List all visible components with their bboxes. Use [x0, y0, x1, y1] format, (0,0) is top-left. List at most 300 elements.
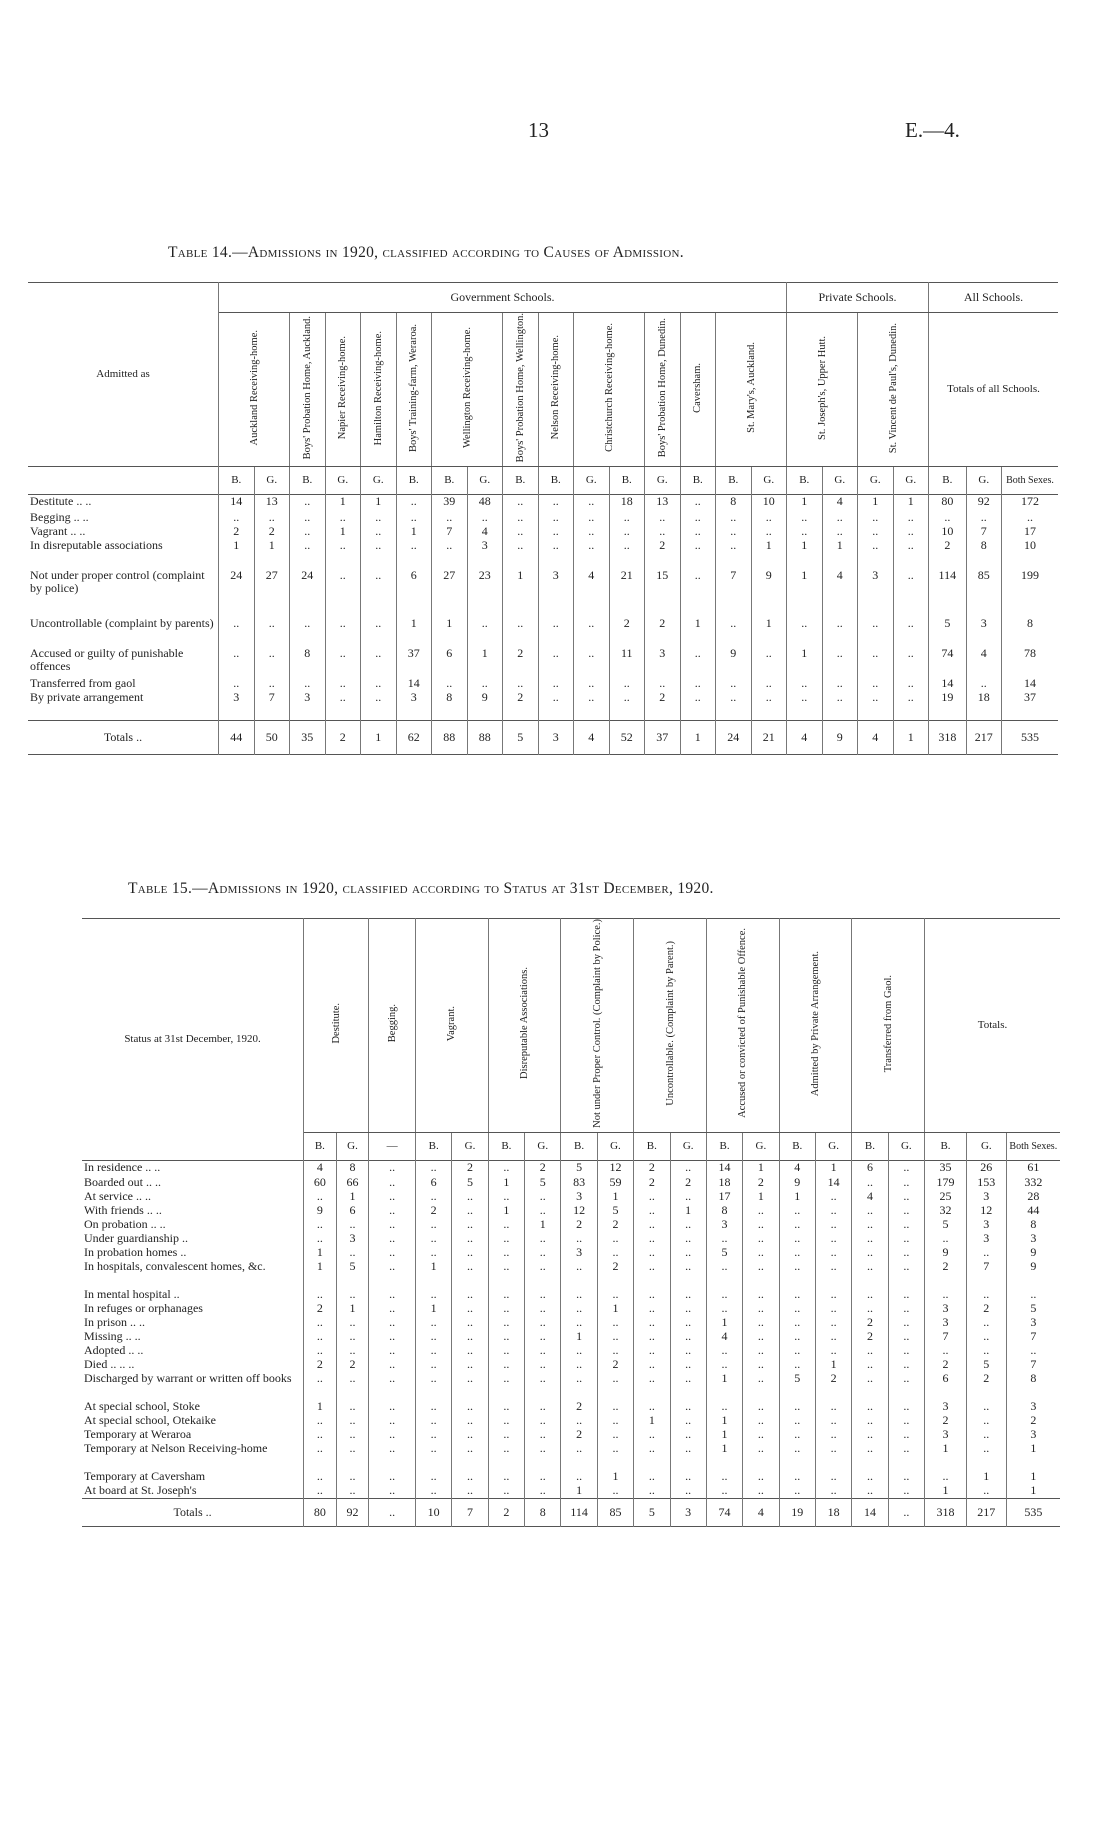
- sex-subheader: B.: [706, 1132, 742, 1160]
- cell-value: 3: [966, 1232, 1006, 1246]
- row-label: By private arrangement: [28, 691, 219, 721]
- sex-subheader: B.: [716, 467, 752, 495]
- cell-value: 2: [852, 1330, 888, 1344]
- table-row: [28, 647, 1058, 677]
- table-row: [82, 1190, 1060, 1204]
- cell-value: ..: [680, 511, 716, 525]
- cell-value: ..: [452, 1302, 488, 1316]
- cell-value: ..: [743, 1358, 779, 1372]
- cell-value: ..: [361, 647, 397, 677]
- totals-row: [28, 721, 1058, 755]
- cell-value: ..: [304, 1316, 337, 1330]
- cell-value: ..: [361, 511, 397, 525]
- cell-value: ..: [779, 1442, 815, 1470]
- row-label: In probation homes ..: [82, 1246, 304, 1260]
- cell-value: 2: [597, 1260, 633, 1288]
- cell-value: ..: [787, 691, 823, 721]
- cell-value: ..: [634, 1288, 670, 1302]
- cell-value: ..: [670, 1358, 706, 1372]
- cell-value: ..: [852, 1470, 888, 1484]
- cell-value: 1: [325, 495, 361, 511]
- cell-value: ..: [645, 677, 681, 691]
- cell-value: ..: [415, 1400, 451, 1414]
- cell-value: ..: [815, 1414, 851, 1428]
- cell-value: ..: [561, 1414, 597, 1428]
- cell-value: ..: [888, 1400, 924, 1414]
- cell-value: ..: [488, 1232, 524, 1246]
- sex-subheader: B.: [415, 1132, 451, 1160]
- table-row: [82, 1204, 1060, 1218]
- cell-value: ..: [634, 1246, 670, 1260]
- cell-value: 8: [706, 1204, 742, 1218]
- cell-value: ..: [369, 1358, 416, 1372]
- cell-value: ..: [361, 569, 397, 617]
- cell-value: ..: [779, 1428, 815, 1442]
- cell-value: 2: [634, 1176, 670, 1190]
- sex-subheader: B.: [396, 467, 432, 495]
- cell-value: ..: [716, 677, 752, 691]
- cell-value: 1: [858, 495, 894, 511]
- cell-value: 5: [929, 617, 967, 647]
- cell-value: 5: [336, 1260, 369, 1288]
- table14: [28, 282, 1058, 755]
- cell-value: 3: [538, 569, 574, 617]
- cell-value: ..: [361, 539, 397, 569]
- cell-value: ..: [852, 1400, 888, 1414]
- total-value: 5: [634, 1498, 670, 1526]
- cell-value: ..: [304, 1442, 337, 1470]
- cell-value: ..: [743, 1302, 779, 1316]
- cell-value: ..: [815, 1204, 851, 1218]
- cell-value: 5: [966, 1358, 1006, 1372]
- table-row: [28, 511, 1058, 525]
- cell-value: ..: [680, 677, 716, 691]
- row-label: Adopted .. ..: [82, 1344, 304, 1358]
- cell-value: ..: [325, 647, 361, 677]
- row-label: Under guardianship ..: [82, 1232, 304, 1246]
- cell-value: ..: [670, 1260, 706, 1288]
- cell-value: ..: [966, 1442, 1006, 1470]
- cell-value: 26: [966, 1160, 1006, 1176]
- cell-value: 1: [966, 1470, 1006, 1484]
- cell-value: 1: [396, 525, 432, 539]
- cell-value: ..: [815, 1316, 851, 1330]
- cell-value: ..: [503, 677, 539, 691]
- cell-value: ..: [415, 1372, 451, 1400]
- cell-value: ..: [815, 1288, 851, 1302]
- cell-value: ..: [525, 1246, 561, 1260]
- cell-value: ..: [888, 1316, 924, 1330]
- cell-value: ..: [966, 511, 1001, 525]
- table-row: [82, 1260, 1060, 1288]
- cell-value: 61: [1027, 1159, 1040, 1174]
- school-name: Hamilton Receiving-home.: [372, 330, 384, 445]
- cell-value: 24: [219, 569, 255, 617]
- sex-subheader: B.: [290, 467, 326, 495]
- cell-value: 2: [254, 525, 290, 539]
- cell-value: 5: [561, 1160, 597, 1176]
- total-value: 3: [670, 1498, 706, 1526]
- cell-value: ..: [452, 1246, 488, 1260]
- cell-value: 5: [452, 1176, 488, 1190]
- cell-value: ..: [369, 1288, 416, 1302]
- cell-value: ..: [369, 1260, 416, 1288]
- cell-value: 3: [925, 1428, 967, 1442]
- cell-value: ..: [597, 1246, 633, 1260]
- cell-value: 3: [966, 1218, 1006, 1232]
- cell-value: ..: [336, 1400, 369, 1414]
- cell-value: ..: [304, 1484, 337, 1498]
- cell-value: 37: [396, 647, 432, 677]
- cell-value: ..: [888, 1330, 924, 1344]
- cell-value: ..: [822, 617, 858, 647]
- cell-value: 2: [609, 617, 645, 647]
- cell-value: ..: [561, 1442, 597, 1470]
- cell-value: 8: [336, 1160, 369, 1176]
- cell-value: ..: [716, 525, 752, 539]
- private-schools-header: Private Schools.: [787, 283, 929, 313]
- cell-value: 6: [852, 1160, 888, 1176]
- cell-value: ..: [751, 677, 787, 691]
- cell-value: 59: [597, 1176, 633, 1190]
- cell-value: ..: [369, 1204, 416, 1218]
- cell-value: ..: [716, 539, 752, 569]
- cell-value: 172: [1020, 494, 1039, 509]
- cell-value: ..: [415, 1484, 451, 1498]
- cell-value: ..: [488, 1316, 524, 1330]
- cell-value: ..: [415, 1358, 451, 1372]
- cell-value: ..: [634, 1442, 670, 1470]
- row-label: At board at St. Joseph's: [82, 1484, 304, 1498]
- cell-value: 48: [467, 495, 503, 511]
- row-label: In hospitals, convalescent homes, &c.: [82, 1260, 304, 1288]
- cell-value: ..: [858, 617, 894, 647]
- cell-value: ..: [634, 1330, 670, 1344]
- cell-value: ..: [779, 1484, 815, 1498]
- cell-value: ..: [415, 1316, 451, 1330]
- total-value: 44: [219, 721, 255, 755]
- cell-value: ..: [929, 511, 967, 525]
- cell-value: ..: [525, 1330, 561, 1344]
- cell-value: ..: [888, 1414, 924, 1428]
- cell-value: ..: [325, 617, 361, 647]
- cell-value: ..: [743, 1316, 779, 1330]
- cell-value: 1: [751, 539, 787, 569]
- totals-row: [82, 1498, 1060, 1526]
- cell-value: ..: [888, 1260, 924, 1288]
- cell-value: ..: [779, 1400, 815, 1414]
- cell-value: ..: [415, 1232, 451, 1246]
- school-name: St. Mary's, Auckland.: [745, 342, 757, 434]
- cell-value: ..: [574, 539, 610, 569]
- sex-subheader: G.: [888, 1132, 924, 1160]
- cell-value: 9: [925, 1246, 967, 1260]
- cell-value: ..: [925, 1470, 967, 1484]
- cell-value: ..: [888, 1190, 924, 1204]
- cell-value: 2: [336, 1358, 369, 1372]
- cell-value: ..: [743, 1442, 779, 1470]
- sex-subheader: G.: [574, 467, 610, 495]
- cell-value: 1: [634, 1414, 670, 1428]
- total-value: 1: [893, 721, 929, 755]
- cell-value: ..: [815, 1484, 851, 1498]
- cell-value: ..: [743, 1344, 779, 1358]
- cell-value: 3: [925, 1302, 967, 1316]
- cause-name: Accused or convicted of Punishable Offence.: [737, 928, 749, 1119]
- cell-value: ..: [893, 511, 929, 525]
- cell-value: 1: [415, 1302, 451, 1316]
- cause-name: Admitted by Private Arrangement.: [809, 950, 821, 1097]
- cell-value: ..: [304, 1288, 337, 1302]
- table-row: [82, 1470, 1060, 1484]
- cell-value: ..: [525, 1358, 561, 1372]
- cell-value: 2: [561, 1400, 597, 1414]
- cell-value: 8: [290, 647, 326, 677]
- cell-value: ..: [743, 1246, 779, 1260]
- cell-value: 3: [1030, 1315, 1037, 1330]
- sex-subheader: B.: [488, 1132, 524, 1160]
- cell-value: ..: [525, 1372, 561, 1400]
- cell-value: ..: [888, 1372, 924, 1400]
- cell-value: ..: [670, 1232, 706, 1246]
- cell-value: 1: [815, 1358, 851, 1372]
- totals-all-schools-header: Totals of all Schools.: [929, 313, 1058, 467]
- sex-subheader: G.: [254, 467, 290, 495]
- school-column-header: [290, 313, 326, 467]
- cell-value: 66: [336, 1176, 369, 1190]
- total-value: 88: [432, 721, 468, 755]
- cell-value: ..: [369, 1160, 416, 1176]
- cell-value: ..: [852, 1442, 888, 1470]
- cell-value: ..: [858, 677, 894, 691]
- sex-subheader: G.: [645, 467, 681, 495]
- sex-subheader: G.: [325, 467, 361, 495]
- cell-value: 3: [561, 1246, 597, 1260]
- total-value: 4: [787, 721, 823, 755]
- cell-value: ..: [574, 677, 610, 691]
- cell-value: ..: [852, 1218, 888, 1232]
- cell-value: ..: [787, 525, 823, 539]
- cell-value: ..: [325, 511, 361, 525]
- cell-value: ..: [1030, 1343, 1037, 1358]
- cell-value: ..: [336, 1414, 369, 1428]
- cell-value: ..: [743, 1218, 779, 1232]
- cell-value: 85: [966, 569, 1001, 617]
- cell-value: 1: [1030, 1441, 1037, 1456]
- table15-caption: Table 15.—Admissions in 1920, classified according to Status at 31st December, 1920.: [128, 880, 714, 897]
- sex-subheader: —: [369, 1132, 416, 1160]
- cell-value: ..: [574, 691, 610, 721]
- cell-value: 27: [254, 569, 290, 617]
- cell-value: 60: [304, 1176, 337, 1190]
- cell-value: ..: [743, 1414, 779, 1428]
- cell-value: ..: [597, 1330, 633, 1344]
- cell-value: ..: [452, 1428, 488, 1442]
- cell-value: ..: [415, 1470, 451, 1484]
- cell-value: 1: [680, 617, 716, 647]
- row-label: At service .. ..: [82, 1190, 304, 1204]
- cell-value: 4: [467, 525, 503, 539]
- cell-value: 2: [1030, 1413, 1037, 1428]
- cell-value: ..: [706, 1302, 742, 1316]
- cell-value: 3: [290, 691, 326, 721]
- cell-value: ..: [361, 617, 397, 647]
- cell-value: ..: [779, 1260, 815, 1288]
- totals-label: Totals ..: [28, 721, 219, 755]
- cell-value: ..: [670, 1302, 706, 1316]
- cell-value: ..: [822, 677, 858, 691]
- table-row: [28, 617, 1058, 647]
- cell-value: ..: [369, 1302, 416, 1316]
- cell-value: ..: [525, 1260, 561, 1288]
- cell-value: 1: [336, 1190, 369, 1204]
- cell-value: ..: [751, 525, 787, 539]
- total-value: 14: [852, 1498, 888, 1526]
- cell-value: ..: [538, 525, 574, 539]
- cell-value: 3: [1030, 1231, 1037, 1246]
- cell-value: 5: [706, 1246, 742, 1260]
- cell-value: ..: [525, 1344, 561, 1358]
- cell-value: ..: [743, 1204, 779, 1218]
- cell-value: ..: [634, 1260, 670, 1288]
- cell-value: ..: [219, 511, 255, 525]
- cell-value: 2: [743, 1176, 779, 1190]
- total-value: 62: [396, 721, 432, 755]
- cell-value: ..: [538, 511, 574, 525]
- cause-name: Vagrant.: [446, 1005, 458, 1042]
- cell-value: ..: [369, 1316, 416, 1330]
- cell-value: ..: [815, 1260, 851, 1288]
- cell-value: ..: [966, 1330, 1006, 1344]
- cell-value: 2: [304, 1358, 337, 1372]
- cell-value: ..: [369, 1428, 416, 1442]
- cell-value: 5: [779, 1372, 815, 1400]
- sex-subheader: B.: [304, 1132, 337, 1160]
- cell-value: ..: [452, 1442, 488, 1470]
- school-name: Boys' Probation Home, Wellington.: [514, 313, 526, 463]
- cell-value: ..: [893, 617, 929, 647]
- sex-subheader: B.: [787, 467, 823, 495]
- row-label: Uncontrollable (complaint by parents): [28, 617, 219, 647]
- cell-value: 1: [561, 1484, 597, 1498]
- cell-value: ..: [452, 1330, 488, 1344]
- school-column-header: [361, 313, 397, 467]
- cell-value: ..: [670, 1246, 706, 1260]
- table15: [82, 918, 1060, 1527]
- cell-value: 92: [966, 495, 1001, 511]
- cell-value: ..: [852, 1358, 888, 1372]
- cell-value: ..: [634, 1190, 670, 1204]
- cell-value: ..: [538, 539, 574, 569]
- cell-value: 14: [219, 495, 255, 511]
- cell-value: ..: [852, 1204, 888, 1218]
- cell-value: ..: [634, 1204, 670, 1218]
- cell-value: ..: [452, 1260, 488, 1288]
- cell-value: ..: [304, 1428, 337, 1442]
- cell-value: 12: [561, 1204, 597, 1218]
- sex-subheader: G.: [467, 467, 503, 495]
- cell-value: ..: [634, 1316, 670, 1330]
- cell-value: ..: [706, 1232, 742, 1246]
- cell-value: 35: [925, 1160, 967, 1176]
- cell-value: 7: [966, 525, 1001, 539]
- cell-value: ..: [888, 1246, 924, 1260]
- school-column-header: [325, 313, 361, 467]
- total-value: 535: [1024, 1504, 1043, 1519]
- cell-value: ..: [858, 539, 894, 569]
- cell-value: ..: [743, 1288, 779, 1302]
- cell-value: ..: [525, 1400, 561, 1414]
- row-label: Destitute .. ..: [28, 495, 219, 511]
- cell-value: ..: [925, 1344, 967, 1358]
- cell-value: ..: [336, 1316, 369, 1330]
- total-value: 114: [561, 1498, 597, 1526]
- status-header: Status at 31st December, 1920.: [82, 919, 304, 1161]
- cell-value: ..: [369, 1344, 416, 1358]
- cell-value: ..: [888, 1428, 924, 1442]
- cell-value: ..: [670, 1470, 706, 1484]
- cell-value: ..: [219, 617, 255, 647]
- total-value: 217: [966, 1498, 1006, 1526]
- cell-value: 2: [670, 1176, 706, 1190]
- sex-subheader: G.: [966, 467, 1001, 495]
- cell-value: 28: [1027, 1189, 1040, 1204]
- cell-value: ..: [858, 511, 894, 525]
- cell-value: 13: [254, 495, 290, 511]
- cell-value: 2: [597, 1358, 633, 1372]
- cell-value: ..: [304, 1470, 337, 1484]
- cell-value: 199: [1020, 567, 1039, 582]
- cell-value: ..: [670, 1372, 706, 1400]
- cell-value: 10: [751, 495, 787, 511]
- school-column-header: [396, 313, 432, 467]
- cell-value: 4: [304, 1160, 337, 1176]
- cell-value: 44: [1027, 1203, 1040, 1218]
- cell-value: 1: [219, 539, 255, 569]
- cell-value: ..: [254, 617, 290, 647]
- table-row: [82, 1484, 1060, 1498]
- cell-value: ..: [488, 1442, 524, 1470]
- table-row: [82, 1176, 1060, 1190]
- cell-value: ..: [415, 1160, 451, 1176]
- cell-value: ..: [452, 1414, 488, 1428]
- cell-value: 332: [1024, 1175, 1043, 1190]
- row-label: Temporary at Nelson Receiving-home: [82, 1442, 304, 1470]
- cell-value: 19: [929, 691, 967, 721]
- cell-value: 8: [1026, 615, 1033, 630]
- cell-value: ..: [561, 1344, 597, 1358]
- cell-value: 7: [966, 1260, 1006, 1288]
- cell-value: ..: [396, 495, 432, 511]
- cell-value: ..: [361, 677, 397, 691]
- row-label: Temporary at Weraroa: [82, 1428, 304, 1442]
- table-row: [28, 525, 1058, 539]
- cell-value: ..: [369, 1232, 416, 1246]
- cell-value: ..: [415, 1330, 451, 1344]
- sex-subheader: B.: [219, 467, 255, 495]
- cell-value: 1: [706, 1414, 742, 1428]
- cell-value: ..: [538, 495, 574, 511]
- cell-value: 2: [634, 1160, 670, 1176]
- cell-value: 2: [525, 1160, 561, 1176]
- table-row: [82, 1414, 1060, 1428]
- cell-value: ..: [525, 1190, 561, 1204]
- total-value: 19: [779, 1498, 815, 1526]
- cell-value: ..: [670, 1160, 706, 1176]
- cell-value: 1: [787, 647, 823, 677]
- cell-value: ..: [852, 1414, 888, 1428]
- school-column-header: [716, 313, 787, 467]
